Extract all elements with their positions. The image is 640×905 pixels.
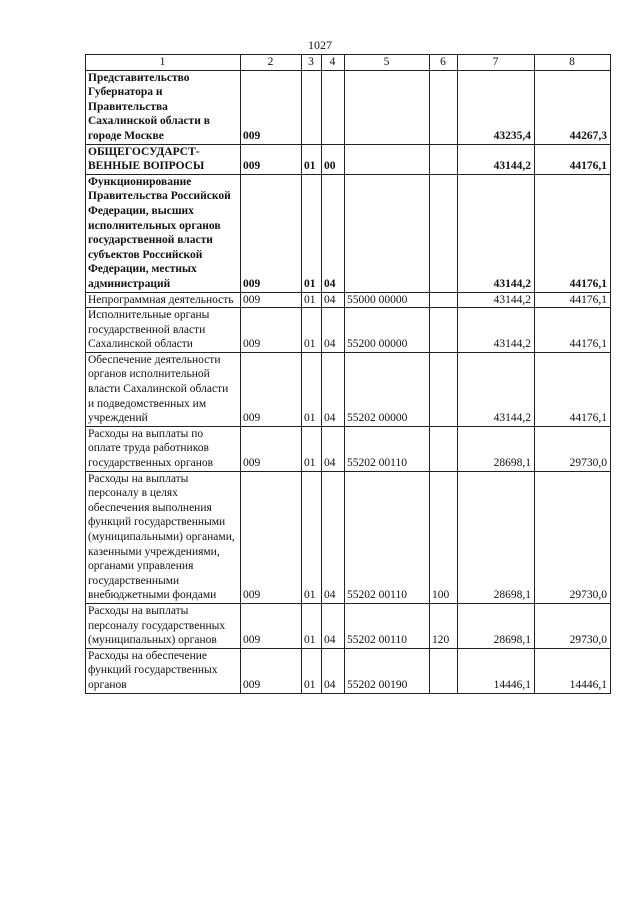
cell-subsection: 04	[322, 352, 345, 426]
cell-ministry-code: 009	[241, 70, 302, 144]
cell-expense-type	[430, 144, 458, 174]
cell-expense-type: 100	[430, 471, 458, 603]
cell-amount-col8: 44176,1	[535, 292, 611, 308]
row-name: Обеспечение деятельности органов исполнительной власти Сахалинской области и подведомственных им учреждений	[86, 352, 241, 426]
cell-expense-type	[430, 352, 458, 426]
cell-section: 01	[302, 292, 322, 308]
row-name: Непрограммная деятельность	[86, 292, 241, 308]
cell-target-article: 55202 00110	[345, 603, 430, 648]
row-name: Расходы на выплаты по оплате труда работников государственных органов	[86, 426, 241, 471]
cell-expense-type	[430, 308, 458, 353]
cell-target-article: 55000 00000	[345, 292, 430, 308]
table-row	[86, 144, 611, 174]
row-name: Расходы на обеспечение функций государственных органов	[86, 648, 241, 693]
cell-amount-col8: 29730,0	[535, 426, 611, 471]
cell-amount-col8: 44176,1	[535, 308, 611, 353]
cell-section: 01	[302, 352, 322, 426]
table-row	[86, 471, 611, 603]
table-row	[86, 426, 611, 471]
column-header: 3	[302, 55, 322, 71]
cell-amount-col8: 14446,1	[535, 648, 611, 693]
cell-amount-col7: 43144,2	[458, 292, 535, 308]
cell-section: 01	[302, 648, 322, 693]
cell-ministry-code: 009	[241, 308, 302, 353]
cell-amount-col7: 28698,1	[458, 603, 535, 648]
cell-amount-col7: 28698,1	[458, 426, 535, 471]
cell-subsection: 04	[322, 426, 345, 471]
table-header-row	[86, 55, 611, 71]
cell-amount-col7: 43235,4	[458, 70, 535, 144]
cell-expense-type	[430, 174, 458, 292]
cell-amount-col7: 43144,2	[458, 174, 535, 292]
cell-amount-col7: 43144,2	[458, 144, 535, 174]
cell-section	[302, 70, 322, 144]
column-header: 7	[458, 55, 535, 71]
row-name: Исполнительные органы государственной власти Сахалинской области	[86, 308, 241, 353]
cell-amount-col8: 44267,3	[535, 70, 611, 144]
cell-section: 01	[302, 308, 322, 353]
row-name: ОБЩЕГОСУДАРСТ-ВЕННЫЕ ВОПРОСЫ	[86, 144, 241, 174]
cell-target-article: 55202 00110	[345, 471, 430, 603]
cell-ministry-code: 009	[241, 471, 302, 603]
cell-subsection: 04	[322, 603, 345, 648]
cell-subsection: 04	[322, 471, 345, 603]
cell-expense-type: 120	[430, 603, 458, 648]
cell-target-article: 55202 00000	[345, 352, 430, 426]
cell-subsection: 00	[322, 144, 345, 174]
cell-target-article	[345, 144, 430, 174]
cell-section: 01	[302, 174, 322, 292]
cell-amount-col7: 14446,1	[458, 648, 535, 693]
cell-target-article: 55202 00110	[345, 426, 430, 471]
cell-amount-col7: 43144,2	[458, 308, 535, 353]
cell-ministry-code: 009	[241, 352, 302, 426]
cell-subsection: 04	[322, 292, 345, 308]
page-number: 1027	[308, 38, 332, 52]
cell-expense-type	[430, 426, 458, 471]
cell-subsection	[322, 70, 345, 144]
table-row	[86, 352, 611, 426]
column-header: 8	[535, 55, 611, 71]
cell-amount-col7: 28698,1	[458, 471, 535, 603]
cell-target-article	[345, 174, 430, 292]
cell-amount-col7: 43144,2	[458, 352, 535, 426]
budget-table	[85, 54, 611, 694]
cell-amount-col8: 44176,1	[535, 174, 611, 292]
row-name: Функционирование Правительства Российской Федерации, высших исполнительных органов государственной власти субъектов Российской Федерации, местных администраций	[86, 174, 241, 292]
cell-ministry-code: 009	[241, 292, 302, 308]
cell-expense-type	[430, 648, 458, 693]
cell-target-article	[345, 70, 430, 144]
cell-subsection: 04	[322, 648, 345, 693]
cell-expense-type	[430, 292, 458, 308]
cell-ministry-code: 009	[241, 174, 302, 292]
cell-expense-type	[430, 70, 458, 144]
cell-subsection: 04	[322, 174, 345, 292]
cell-subsection: 04	[322, 308, 345, 353]
cell-amount-col8: 29730,0	[535, 471, 611, 603]
cell-target-article: 55202 00190	[345, 648, 430, 693]
cell-target-article: 55200 00000	[345, 308, 430, 353]
cell-section: 01	[302, 426, 322, 471]
column-header: 4	[322, 55, 345, 71]
cell-ministry-code: 009	[241, 648, 302, 693]
table-row	[86, 70, 611, 144]
column-header: 6	[430, 55, 458, 71]
table-row	[86, 648, 611, 693]
cell-section: 01	[302, 603, 322, 648]
column-header: 2	[241, 55, 302, 71]
row-name: Расходы на выплаты персоналу в целях обеспечения выполнения функций государственными (муниципальными) органами, казенными учреждениями, органами управления государственными внебюджетными фондами	[86, 471, 241, 603]
column-header: 5	[345, 55, 430, 71]
column-header: 1	[86, 55, 241, 71]
cell-amount-col8: 44176,1	[535, 144, 611, 174]
table-row	[86, 174, 611, 292]
row-name: Представительство Губернатора и Правительства Сахалинской области в городе Москве	[86, 70, 241, 144]
cell-ministry-code: 009	[241, 426, 302, 471]
cell-ministry-code: 009	[241, 603, 302, 648]
cell-amount-col8: 44176,1	[535, 352, 611, 426]
row-name: Расходы на выплаты персоналу государственных (муниципальных) органов	[86, 603, 241, 648]
table-row	[86, 292, 611, 308]
cell-ministry-code: 009	[241, 144, 302, 174]
cell-section: 01	[302, 471, 322, 603]
cell-section: 01	[302, 144, 322, 174]
table-row	[86, 603, 611, 648]
cell-amount-col8: 29730,0	[535, 603, 611, 648]
table-row	[86, 308, 611, 353]
